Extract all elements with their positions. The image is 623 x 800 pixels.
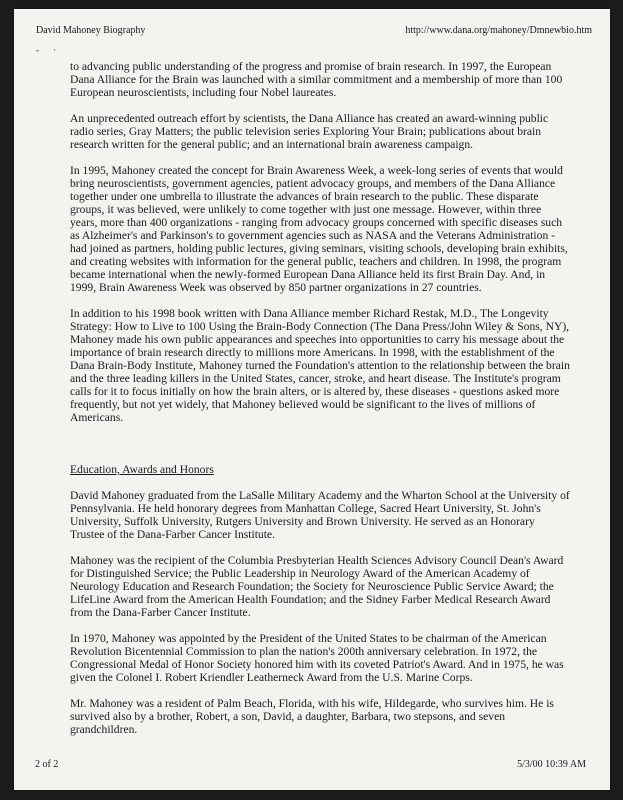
paragraph: An unprecedented outreach effort by scientists, the Dana Alliance has created an award-winning public radio series, Gray Matters; the public television series Exploring Your Brain; publications about brain research written for the general public; and an international brain awareness campaign. <box>70 112 549 151</box>
paragraph: In 1970, Mahoney was appointed by the President of the United States to be chairman of the American Revolution Bicentennial Commission to plan the nation's 200th anniversary celebration. In 1972, the Congressional Medal of Honor Society honored him with its coveted Patriot's Award. And in 1975, he was given the Colonel I. Robert Kriendler Leatherneck Award from the U.S. Marine Corps. <box>70 632 564 684</box>
print-timestamp: 5/3/00 10:39 AM <box>517 759 586 770</box>
paragraph: In addition to his 1998 book written with Dana Alliance member Richard Restak, M.D., The Longevity Strategy: How to Live to 100 Using the Brain-Body Connection (The Dana Press/John Wiley & Sons, NY), Mahoney made his own public appearances and speeches into opportunities to carry his message about the importance of brain research directly to millions more Americans. In 1998, with the establishment of the Dana Brain-Body Institute, Mahoney turned the Foundation's attention to the relationship between the brain and the three leading killers in the United States, cancer, stroke, and heart disease. The Institute's program calls for it to focus initially on how the brain alters, or is altered by, these diseases - questions asked more frequently, but not yet widely, that Mahoney believed would be significant to the lives of millions of Americans. <box>70 307 570 424</box>
paragraph: David Mahoney graduated from the LaSalle Military Academy and the Wharton School at the University of Pennsylvania. He held honorary degrees from Manhattan College, Sacred Heart University, St. John's University, Suffolk University, Rutgers University and Brown University. He served as an Honorary Trustee of the Dana-Farber Cancer Institute. <box>70 489 570 541</box>
section-heading: Education, Awards and Honors <box>70 463 214 476</box>
printer-marks: - · <box>36 45 63 55</box>
paragraph: Mr. Mahoney was a resident of Palm Beach, Florida, with his wife, Hildegarde, who survives him. He is survived also by a brother, Robert, a son, David, a daughter, Barbara, two stepsons, and seven grandchildren. <box>70 697 554 736</box>
header-url: http://www.dana.org/mahoney/Dmnewbio.htm <box>405 25 592 36</box>
header-title: David Mahoney Biography <box>36 25 146 36</box>
document-body <box>70 60 570 749</box>
paragraph: to advancing public understanding of the progress and promise of brain research. In 1997, the European Dana Alliance for the Brain was launched with a similar commitment and a membership of more than 100 European neuroscientists, including four Nobel laureates. <box>70 60 563 99</box>
paragraph: In 1995, Mahoney created the concept for Brain Awareness Week, a week-long series of events that would bring neuroscientists, government agencies, patient advocacy groups, and members of the Dana Alliance together under one umbrella to illustrate the advances of brain research to the public. These disparate groups, it was believed, were unlikely to come together with just one message. However, within three years, more than 400 organizations - ranging from advocacy groups concerned with specific diseases such as Alzheimer's and Parkinson's to government agencies such as NASA and the Veterans Administration - had joined as partners, holding public lectures, giving seminars, visiting schools, developing brain exhibits, and creating websites with information for the general public, teachers and children. In 1998, the program became international when the newly-formed European Dana Alliance held its first Brain Day. And, in 1999, Brain Awareness Week was observed by 850 partner organizations in 27 countries. <box>70 164 568 294</box>
page-number: 2 of 2 <box>35 759 59 770</box>
paragraph: Mahoney was the recipient of the Columbia Presbyterian Health Sciences Advisory Council Dean's Award for Distinguished Service; the Public Leadership in Neurology Award of the American Academy of Neurology Education and Research Foundation; the Society for Neuroscience Public Service Award; the LifeLine Award from the American Health Foundation; and the Sidney Farber Medical Research Award from the Dana-Farber Cancer Institute. <box>70 554 564 619</box>
document-page <box>14 9 610 790</box>
